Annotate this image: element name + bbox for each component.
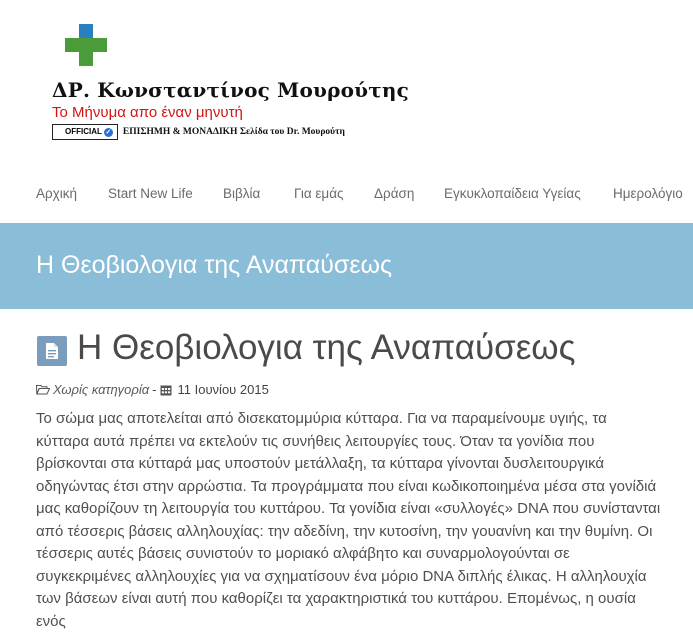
document-icon bbox=[37, 336, 67, 366]
nav-item-calendar[interactable]: Ημερολόγιο bbox=[613, 186, 683, 201]
official-text: ΕΠΙΣΗΜΗ & ΜΟΝΑΔΙΚΗ Σελίδα του Dr. Μουρούτη bbox=[122, 127, 345, 137]
banner-title: Η Θεοβιολογια της Αναπαύσεως bbox=[36, 251, 393, 279]
folder-open-icon bbox=[36, 384, 50, 395]
post-date: 11 Ιουνίου 2015 bbox=[177, 382, 269, 397]
official-badge bbox=[52, 124, 118, 140]
post-body: Το σώμα μας αποτελείται από δισεκατομμύρια κύτταρα. Για να παραμείνουμε υγιής, τα κύτταρα αυτά πρέπει να εκτελούν τις συνήθεις λειτουργίες τους. Όταν τα γονίδια που βρίσκονται στα κύτταρά μας υποστούν μετάλλαξη, τα κύτταρα γίνονται δυσλειτουργικά οδηγώντας έτσι στην αρρώστια. Τα προγράμματα που είναι κωδικοποιημένα μέσα στα γονίδιά μας καθορίζουν τη λειτουργία του κυττάρου. Τα γονίδια είναι «συλλογές» DNA που συνίστανται από τέσσερις βάσεις αλληλουχίας: την αδεδίνη, την κυτοσίνη, την γουανίνη και την θυμίνη. Οι τέσσερις αυτές βάσεις συνιστούν το μοριακό αλφάβητο και συναρμολογούνται σε συγκεκριμένες αλληλουχίες για να σχηματίσουν ένα μόριο DNA διπλής έλικας. Η αλληλουχία των βάσεων είναι αυτή που καθορίζει τα χαρακτηριστικά του κυττάρου. Επομένως, η ουσία ενός bbox=[36, 410, 661, 630]
post-meta bbox=[36, 382, 269, 397]
nav-item-health-encyclopedia[interactable]: Εγκυκλοπαίδεια Υγείας bbox=[444, 186, 581, 201]
nav-item-home[interactable]: Αρχική bbox=[36, 186, 78, 201]
calendar-icon bbox=[160, 384, 172, 396]
site-logo[interactable] bbox=[52, 24, 409, 144]
nav-item-books[interactable]: Βιβλία bbox=[223, 186, 261, 201]
medical-cross-icon bbox=[64, 24, 110, 76]
main-nav bbox=[0, 186, 693, 208]
site-subtitle: Το Μήνυμα απο έναν μηνυτή bbox=[52, 104, 243, 121]
official-badge-label: OFFICIAL bbox=[65, 127, 102, 136]
site-title: ΔΡ. Κωνσταντίνος Μουρούτης bbox=[52, 78, 409, 102]
verified-check-icon: ✓ bbox=[105, 128, 112, 136]
official-row bbox=[52, 124, 345, 140]
meta-separator: - bbox=[152, 382, 157, 397]
nav-item-action[interactable]: Δράση bbox=[374, 186, 415, 201]
nav-item-start-new-life[interactable]: Start New Life bbox=[108, 186, 193, 201]
post-category-link[interactable]: Χωρίς κατηγορία bbox=[53, 382, 150, 397]
post-title: Η Θεοβιολογια της Αναπαύσεως bbox=[77, 328, 576, 367]
page-banner bbox=[0, 223, 693, 309]
nav-item-about-us[interactable]: Για εμάς bbox=[294, 186, 344, 201]
